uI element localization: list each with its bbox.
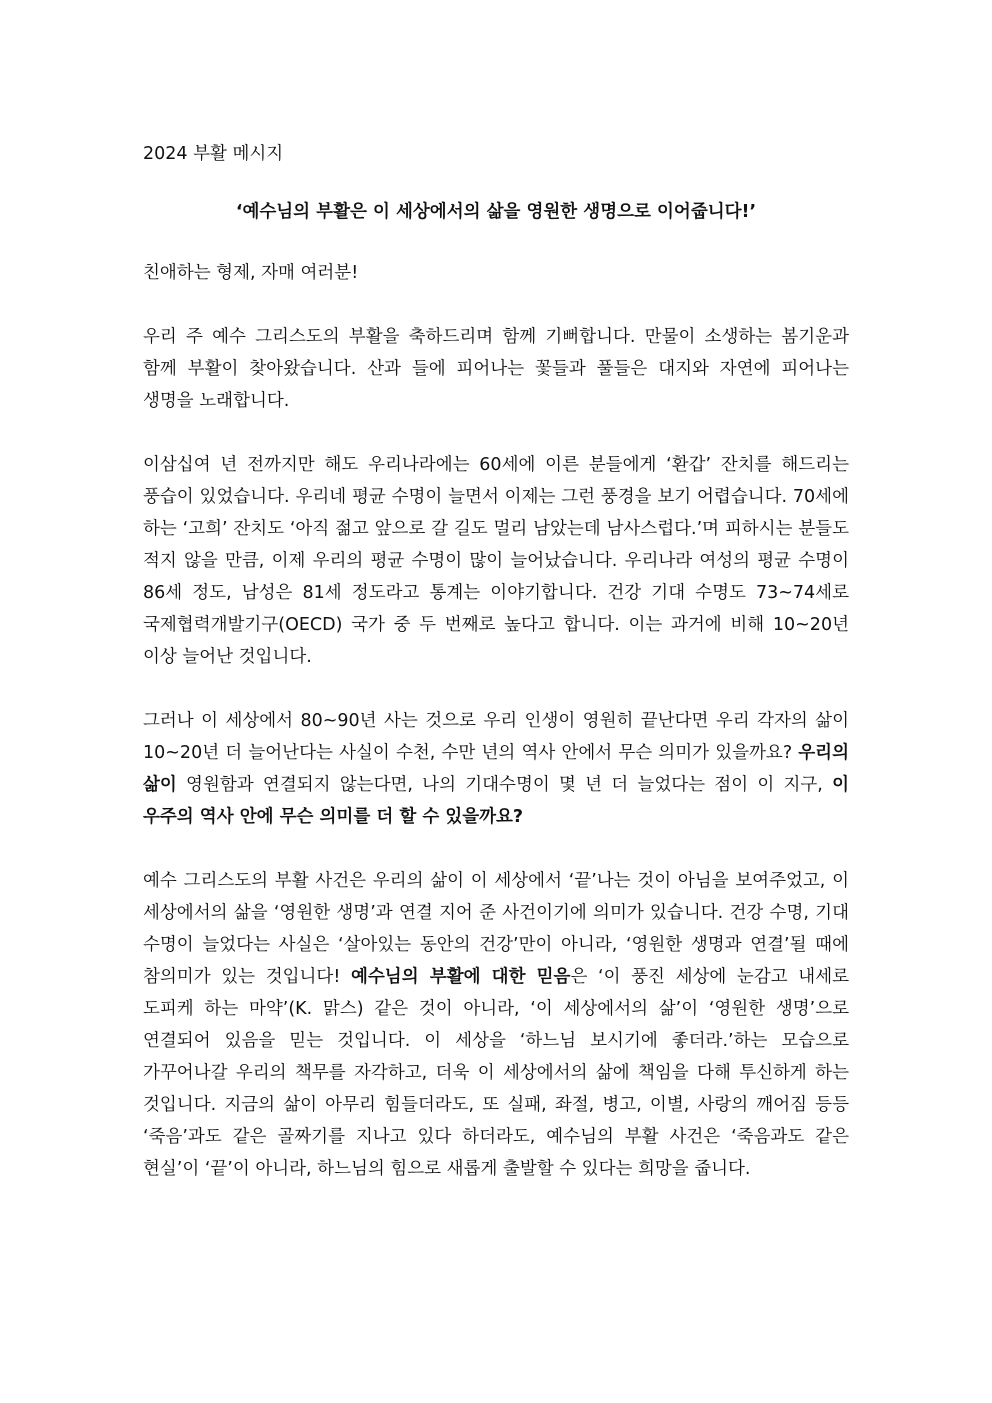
paragraph-2: 이삼십여 년 전까지만 해도 우리나라에는 60세에 이른 분들에게 ‘환갑’ 잔치를 해드리는 풍습이 있었습니다. 우리네 평균 수명이 늘면서 이제는 그런 풍경을 보기 어렵습니다. 70세에 하는 ‘고희’ 잔치도 ‘아직 젊고 앞으로 갈 길도 멀리 남았는데 남사스럽다.’며 피하시는 분들도 적지 않을 만큼, 이제 우리의 평균 수명이 많이 늘어났습니다. 우리나라 여성의 평균 수명이 86세 정도, 남성은 81세 정도라고 통계는 이야기합니다. 건강 기대 수명도 73~74세로 국제협력개발기구(OECD) 국가 중 두 번째로 높다고 합니다. 이는 과거에 비해 10~20년 이상 늘어난 것입니다. (143, 455, 849, 667)
document-page (143, 138, 849, 1185)
paragraph-3-bold-b: 우리의 삶이 (143, 743, 849, 795)
paragraph-4-bold-b: 예수님의 부활에 대한 믿음 (351, 967, 571, 987)
document-heading: 2024 부활 메시지 (143, 144, 284, 164)
document-title: ‘예수님의 부활은 이 세상에서의 삶을 영원한 생명으로 이어줍니다!’ (235, 202, 757, 222)
paragraph-3-text-a: 그러나 이 세상에서 80~90년 사는 것으로 우리 인생이 영원히 끝난다면 우리 각자의 삶이 10~20년 더 늘어난다는 사실이 수천, 수만 년의 역사 안에서 무슨 의미가 있을까요? (143, 711, 849, 763)
paragraph-1: 우리 주 예수 그리스도의 부활을 축하드리며 함께 기뻐합니다. 만물이 소생하는 봄기운과 함께 부활이 찾아왔습니다. 산과 들에 피어나는 꽃들과 풀들은 대지와 자연에 피어나는 생명을 노래합니다. (143, 327, 849, 411)
paragraph-4-text-a: 예수 그리스도의 부활 사건은 우리의 삶이 이 세상에서 ‘끝’나는 것이 아님을 보여주었고, 이 세상에서의 삶을 ‘영원한 생명’과 연결 지어 준 사건이기에 의미가 있습니다. 건강 수명, 기대 수명이 늘었다는 사실은 ‘살아있는 동안의 건강’만이 아니라, ‘영원한 생명과 연결’될 때에 참의미가 있는 것입니다! (143, 871, 849, 987)
paragraph-4-text-c: 은 ‘이 풍진 세상에 눈감고 내세로 도피케 하는 마약’(K. 맑스) 같은 것이 아니라, ‘이 세상에서의 삶’이 ‘영원한 생명’으로 연결되어 있음을 믿는 것입니다. 이 세상을 ‘하느님 보시기에 좋더라.’하는 모습으로 가꾸어나갈 우리의 책무를 자각하고, 더욱 이 세상에서의 삶에 책임을 다해 투신하게 하는 것입니다. 지금의 삶이 아무리 힘들더라도, 또 실패, 좌절, 병고, 이별, 사랑의 깨어짐 등등 ‘죽음’과도 같은 골짜기를 지나고 있다 하더라도, 예수님의 부활 사건은 ‘죽음과도 같은 현실’이 ‘끝’이 아니라, 하느님의 힘으로 새롭게 출발할 수 있다는 희망을 줍니다. (143, 967, 849, 1179)
greeting: 친애하는 형제, 자매 여러분! (143, 263, 359, 283)
paragraph-4 (143, 865, 849, 1185)
paragraph-3 (143, 705, 849, 833)
paragraph-3-bold-d: 이 우주의 역사 안에 무슨 의미를 더 할 수 있을까요? (143, 775, 849, 827)
paragraph-3-text-c: 영원함과 연결되지 않는다면, 나의 기대수명이 몇 년 더 늘었다는 점이 이 지구, (176, 775, 833, 795)
